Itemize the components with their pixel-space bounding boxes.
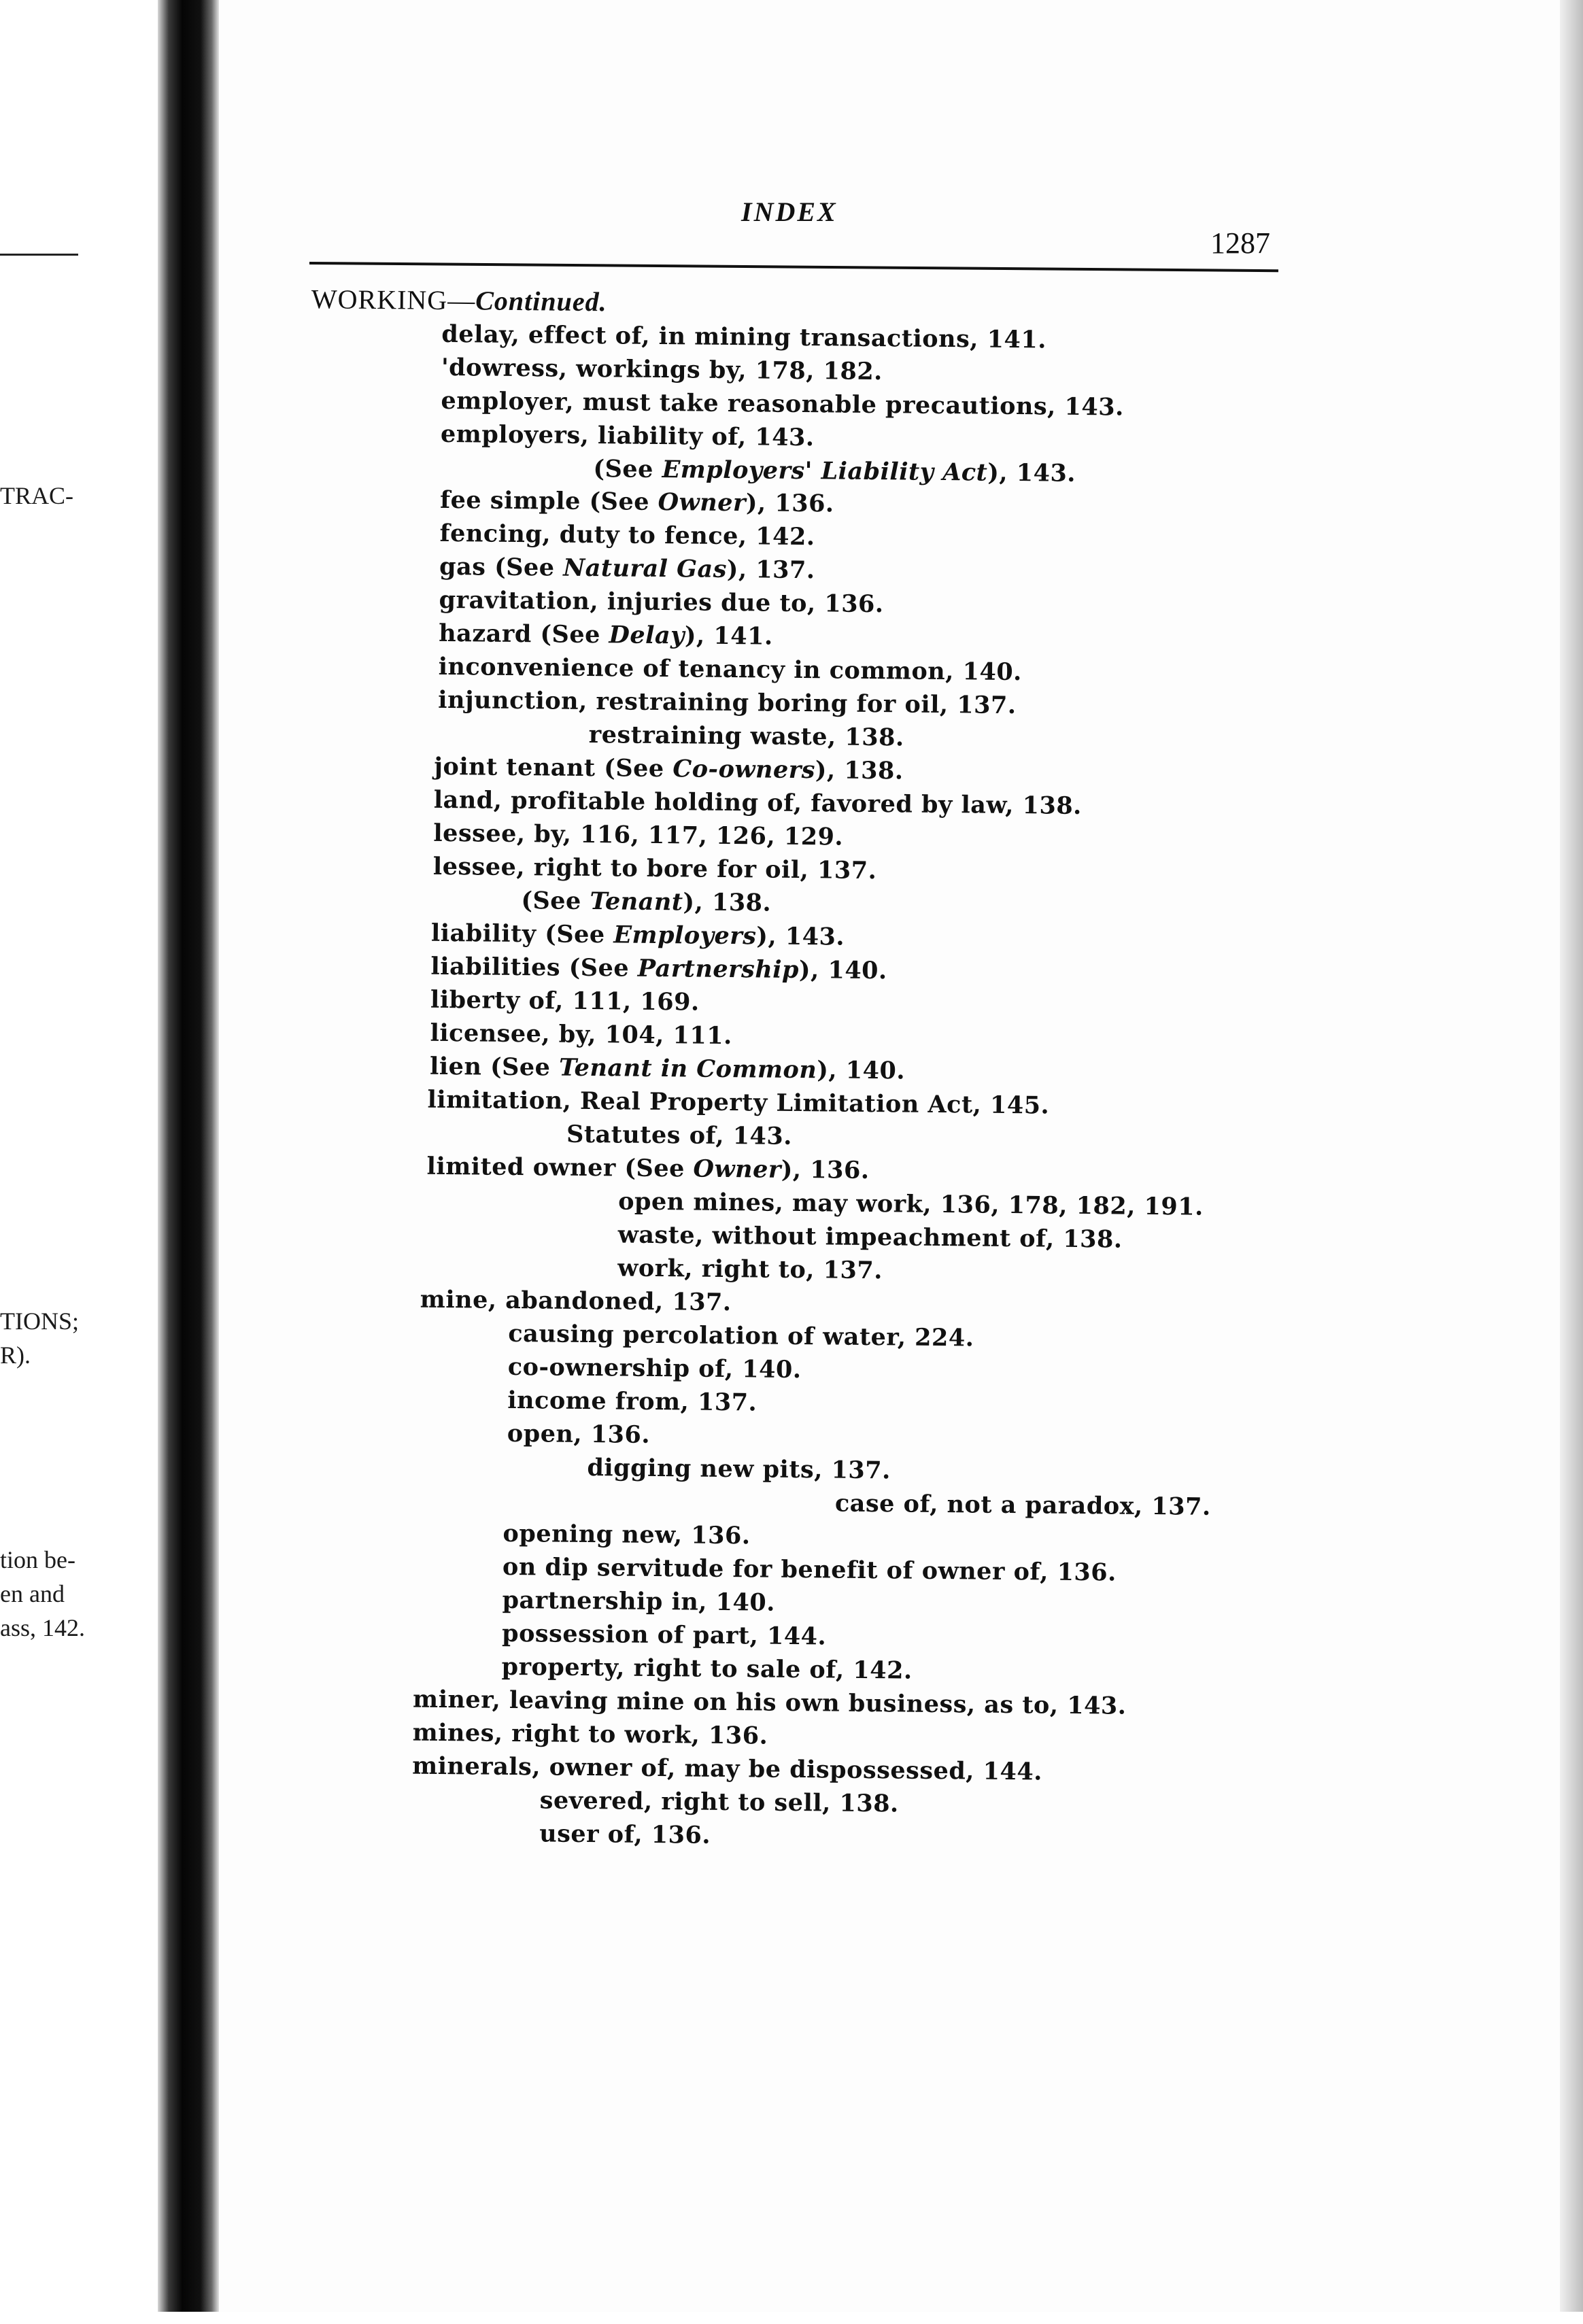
- index-entry: licensee, by, 104, 111.: [430, 1019, 732, 1050]
- index-subentry: work, right to, 137.: [617, 1254, 883, 1285]
- index-entry: lessee, by, 116, 117, 126, 129.: [433, 819, 844, 851]
- index-subentry: on dip servitude for benefit of owner of, 136.: [502, 1552, 1117, 1587]
- index-entry: employer, must take reasonable precautions, 143.: [441, 386, 1124, 422]
- index-entry: liberty of, 111, 169.: [430, 985, 700, 1016]
- index-heading: WORKING—Continued.: [311, 284, 607, 318]
- page-number: 1287: [1210, 226, 1270, 260]
- index-subentry: (See Tenant), 138.: [521, 887, 772, 917]
- facing-page-fragment: en and: [0, 1580, 65, 1607]
- index-entry: hazard (See Delay), 141.: [438, 619, 773, 651]
- index-subentry: property, right to sale of, 142.: [501, 1652, 913, 1685]
- index-subentry: opening new, 136.: [503, 1519, 751, 1550]
- index-subentry: Statutes of, 143.: [566, 1120, 793, 1150]
- index-subentry: causing percolation of water, 224.: [508, 1319, 974, 1352]
- index-subentry: digging new pits, 137.: [587, 1454, 891, 1485]
- index-entry: fee simple (See Owner), 136.: [439, 485, 834, 518]
- index-entry: joint tenant (See Co-owners), 138.: [434, 752, 904, 785]
- index-entry: lien (See Tenant in Common), 140.: [429, 1052, 906, 1085]
- index-entry: land, profitable holding of, favored by law, 138.: [433, 785, 1083, 820]
- index-subentry: open mines, may work, 136, 178, 182, 191.: [617, 1187, 1204, 1221]
- facing-page-fragment: TRAC-: [0, 482, 73, 509]
- facing-page-fragment: tion be-: [0, 1546, 75, 1573]
- index-entry: delay, effect of, in mining transactions, 141.: [441, 320, 1047, 354]
- facing-page-fragment: ass, 142.: [0, 1614, 85, 1641]
- index-entry: limited owner (See Owner), 136.: [426, 1152, 870, 1185]
- index-entry: gas (See Natural Gas), 137.: [439, 552, 815, 585]
- index-entry: mine, abandoned, 137.: [420, 1285, 732, 1317]
- index-subentry: open, 136.: [507, 1419, 651, 1449]
- index-entry: 'dowress, workings by, 178, 182.: [441, 353, 883, 386]
- running-head: INDEX: [741, 196, 838, 227]
- index-subentry: co-ownership of, 140.: [507, 1352, 802, 1384]
- index-entry: liability (See Employers), 143.: [430, 919, 845, 951]
- index-subentry: severed, right to sell, 138.: [539, 1786, 899, 1818]
- index-subentry: restraining waste, 138.: [588, 721, 904, 752]
- facing-page-fragment: R).: [0, 1342, 31, 1369]
- index-entry: inconvenience of tenancy in common, 140.: [438, 652, 1023, 687]
- index-entry: limitation, Real Property Limitation Act, 145.: [427, 1085, 1050, 1120]
- index-subentry: (See Employers' Liability Act), 143.: [593, 455, 1076, 488]
- index-entry: minerals, owner of, may be dispossessed, 144.: [412, 1751, 1043, 1786]
- index-subentry: income from, 137.: [507, 1386, 758, 1417]
- index-entry: employers, liability of, 143.: [440, 420, 815, 452]
- index-subentry: user of, 136.: [539, 1819, 711, 1849]
- index-entry: injunction, restraining boring for oil, 137.: [438, 685, 1017, 720]
- index-subentry: partnership in, 140.: [502, 1586, 776, 1617]
- facing-page-fragment: TIONS;: [0, 1308, 79, 1335]
- index-subentry: possession of part, 144.: [501, 1619, 827, 1651]
- index-entry: fencing, duty to fence, 142.: [439, 519, 815, 551]
- index-entry: liabilities (See Partnership), 140.: [430, 952, 887, 985]
- index-subentry: case of, not a paradox, 137.: [834, 1489, 1211, 1521]
- index-entry: lessee, right to bore for oil, 137.: [432, 852, 877, 885]
- index-entry: gravitation, injuries due to, 136.: [439, 585, 884, 619]
- index-entry: miner, leaving mine on his own business, as to, 143.: [412, 1685, 1127, 1720]
- index-subentry: waste, without impeachment of, 138.: [617, 1220, 1123, 1254]
- index-entry: mines, right to work, 136.: [412, 1718, 768, 1750]
